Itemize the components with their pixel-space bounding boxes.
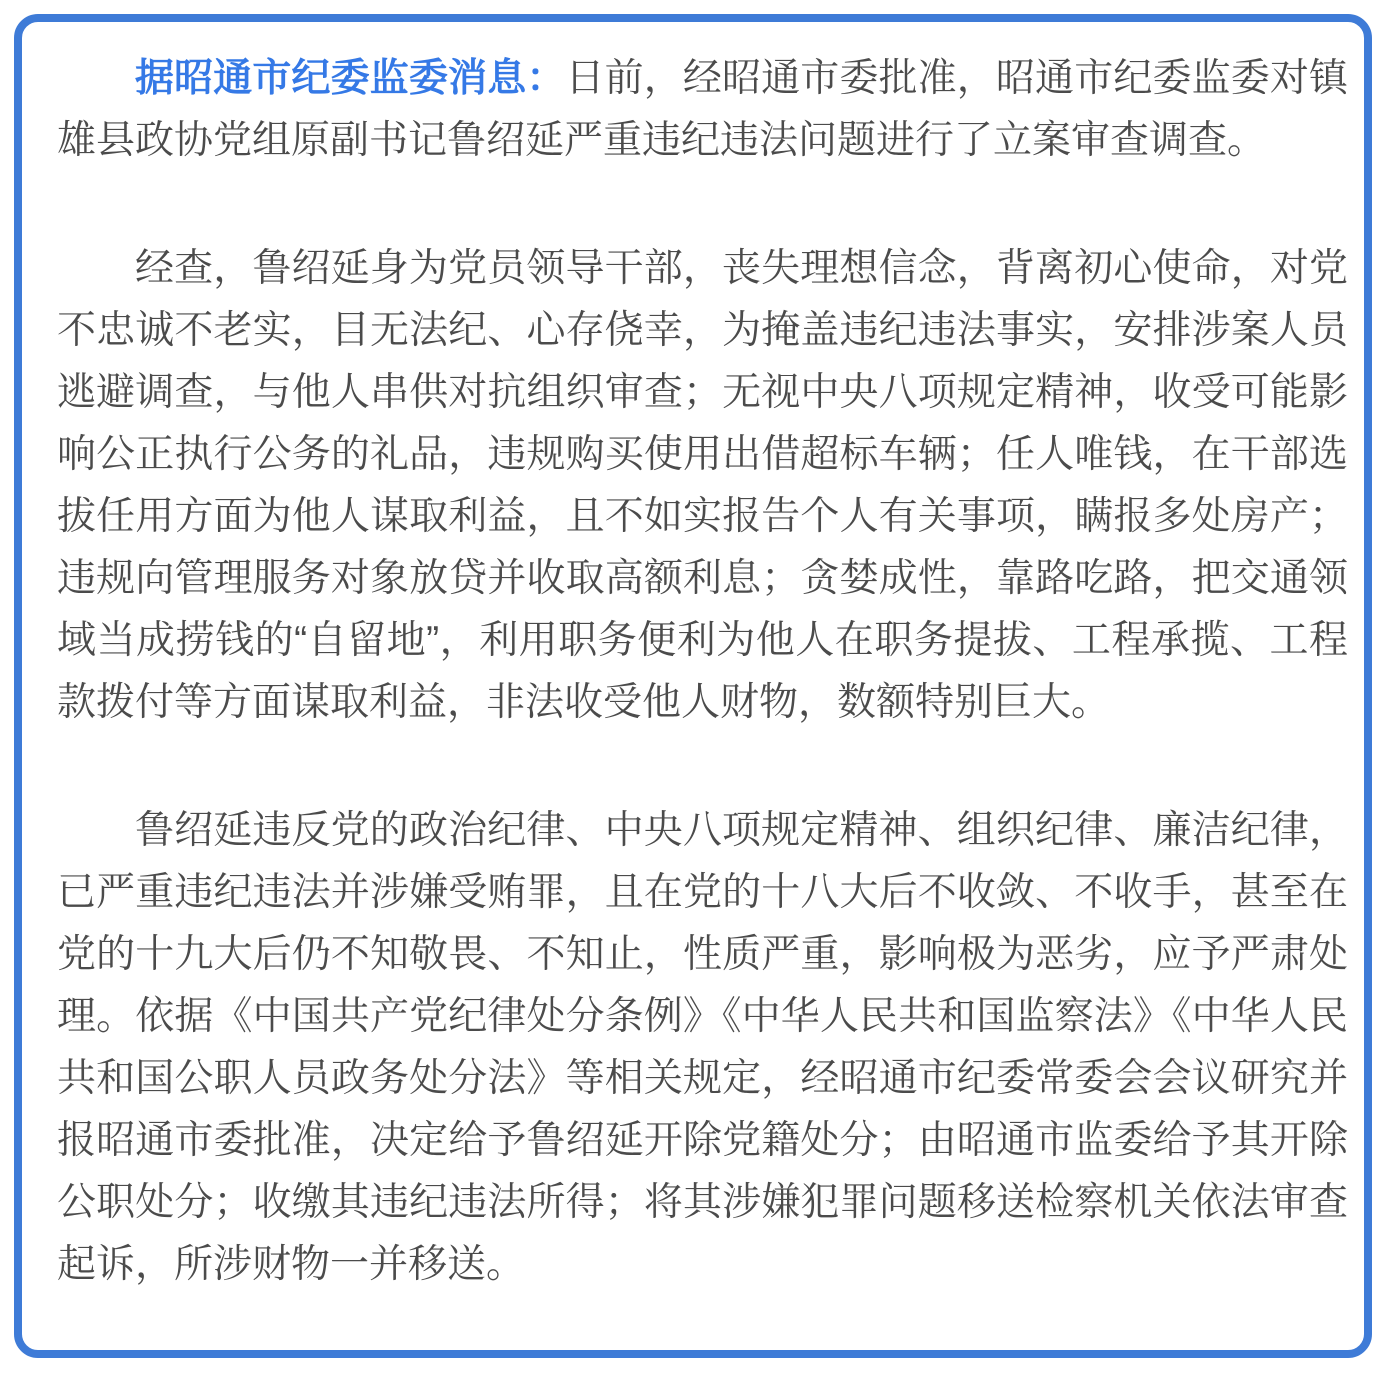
paragraph-findings: 经查，鲁绍延身为党员领导干部，丧失理想信念，背离初心使命，对党不忠诚不老实，目无法纪、心存侥幸，为掩盖违纪违法事实，安排涉案人员逃避调查，与他人串供对抗组织审查；无视中央八项规定精神，收受可能影响公正执行公务的礼品，违规购买使用出借超标车辆；任人唯钱，在干部选拔任用方面为他人谋取利益，且不如实报告个人有关事项，瞒报多处房产；违规向管理服务对象放贷并收取高额利息；贪婪成性，靠路吃路，把交通领域当成捞钱的“自留地”，利用职务便利为他人在职务提拔、工程承揽、工程款拨付等方面谋取利益，非法收受他人财物，数额特别巨大。 xyxy=(57,247,1348,724)
paragraph-intro xyxy=(57,48,1348,172)
source-lead-label: 据昭通市纪委监委消息： xyxy=(135,57,566,100)
paragraph-intro-text: 日前，经昭通市委批准，昭通市纪委监委对镇雄县政协党组原副书记鲁绍延严重违纪违法问题进行了立案审查调查。 xyxy=(57,57,1348,162)
paragraph-decision: 鲁绍延违反党的政治纪律、中央八项规定精神、组织纪律、廉洁纪律，已严重违纪违法并涉嫌受贿罪，且在党的十八大后不收敛、不收手，甚至在党的十九大后仍不知敬畏、不知止，性质严重，影响极为恶劣，应予严肃处理。依据《中国共产党纪律处分条例》《中华人民共和国监察法》《中华人民共和国公职人员政务处分法》等相关规定，经昭通市纪委常委会会议研究并报昭通市委批准，决定给予鲁绍延开除党籍处分；由昭通市监委给予其开除公职处分；收缴其违纪违法所得；将其涉嫌犯罪问题移送检察机关依法审查起诉，所涉财物一并移送。 xyxy=(57,809,1348,1286)
announcement-card xyxy=(14,14,1372,1358)
